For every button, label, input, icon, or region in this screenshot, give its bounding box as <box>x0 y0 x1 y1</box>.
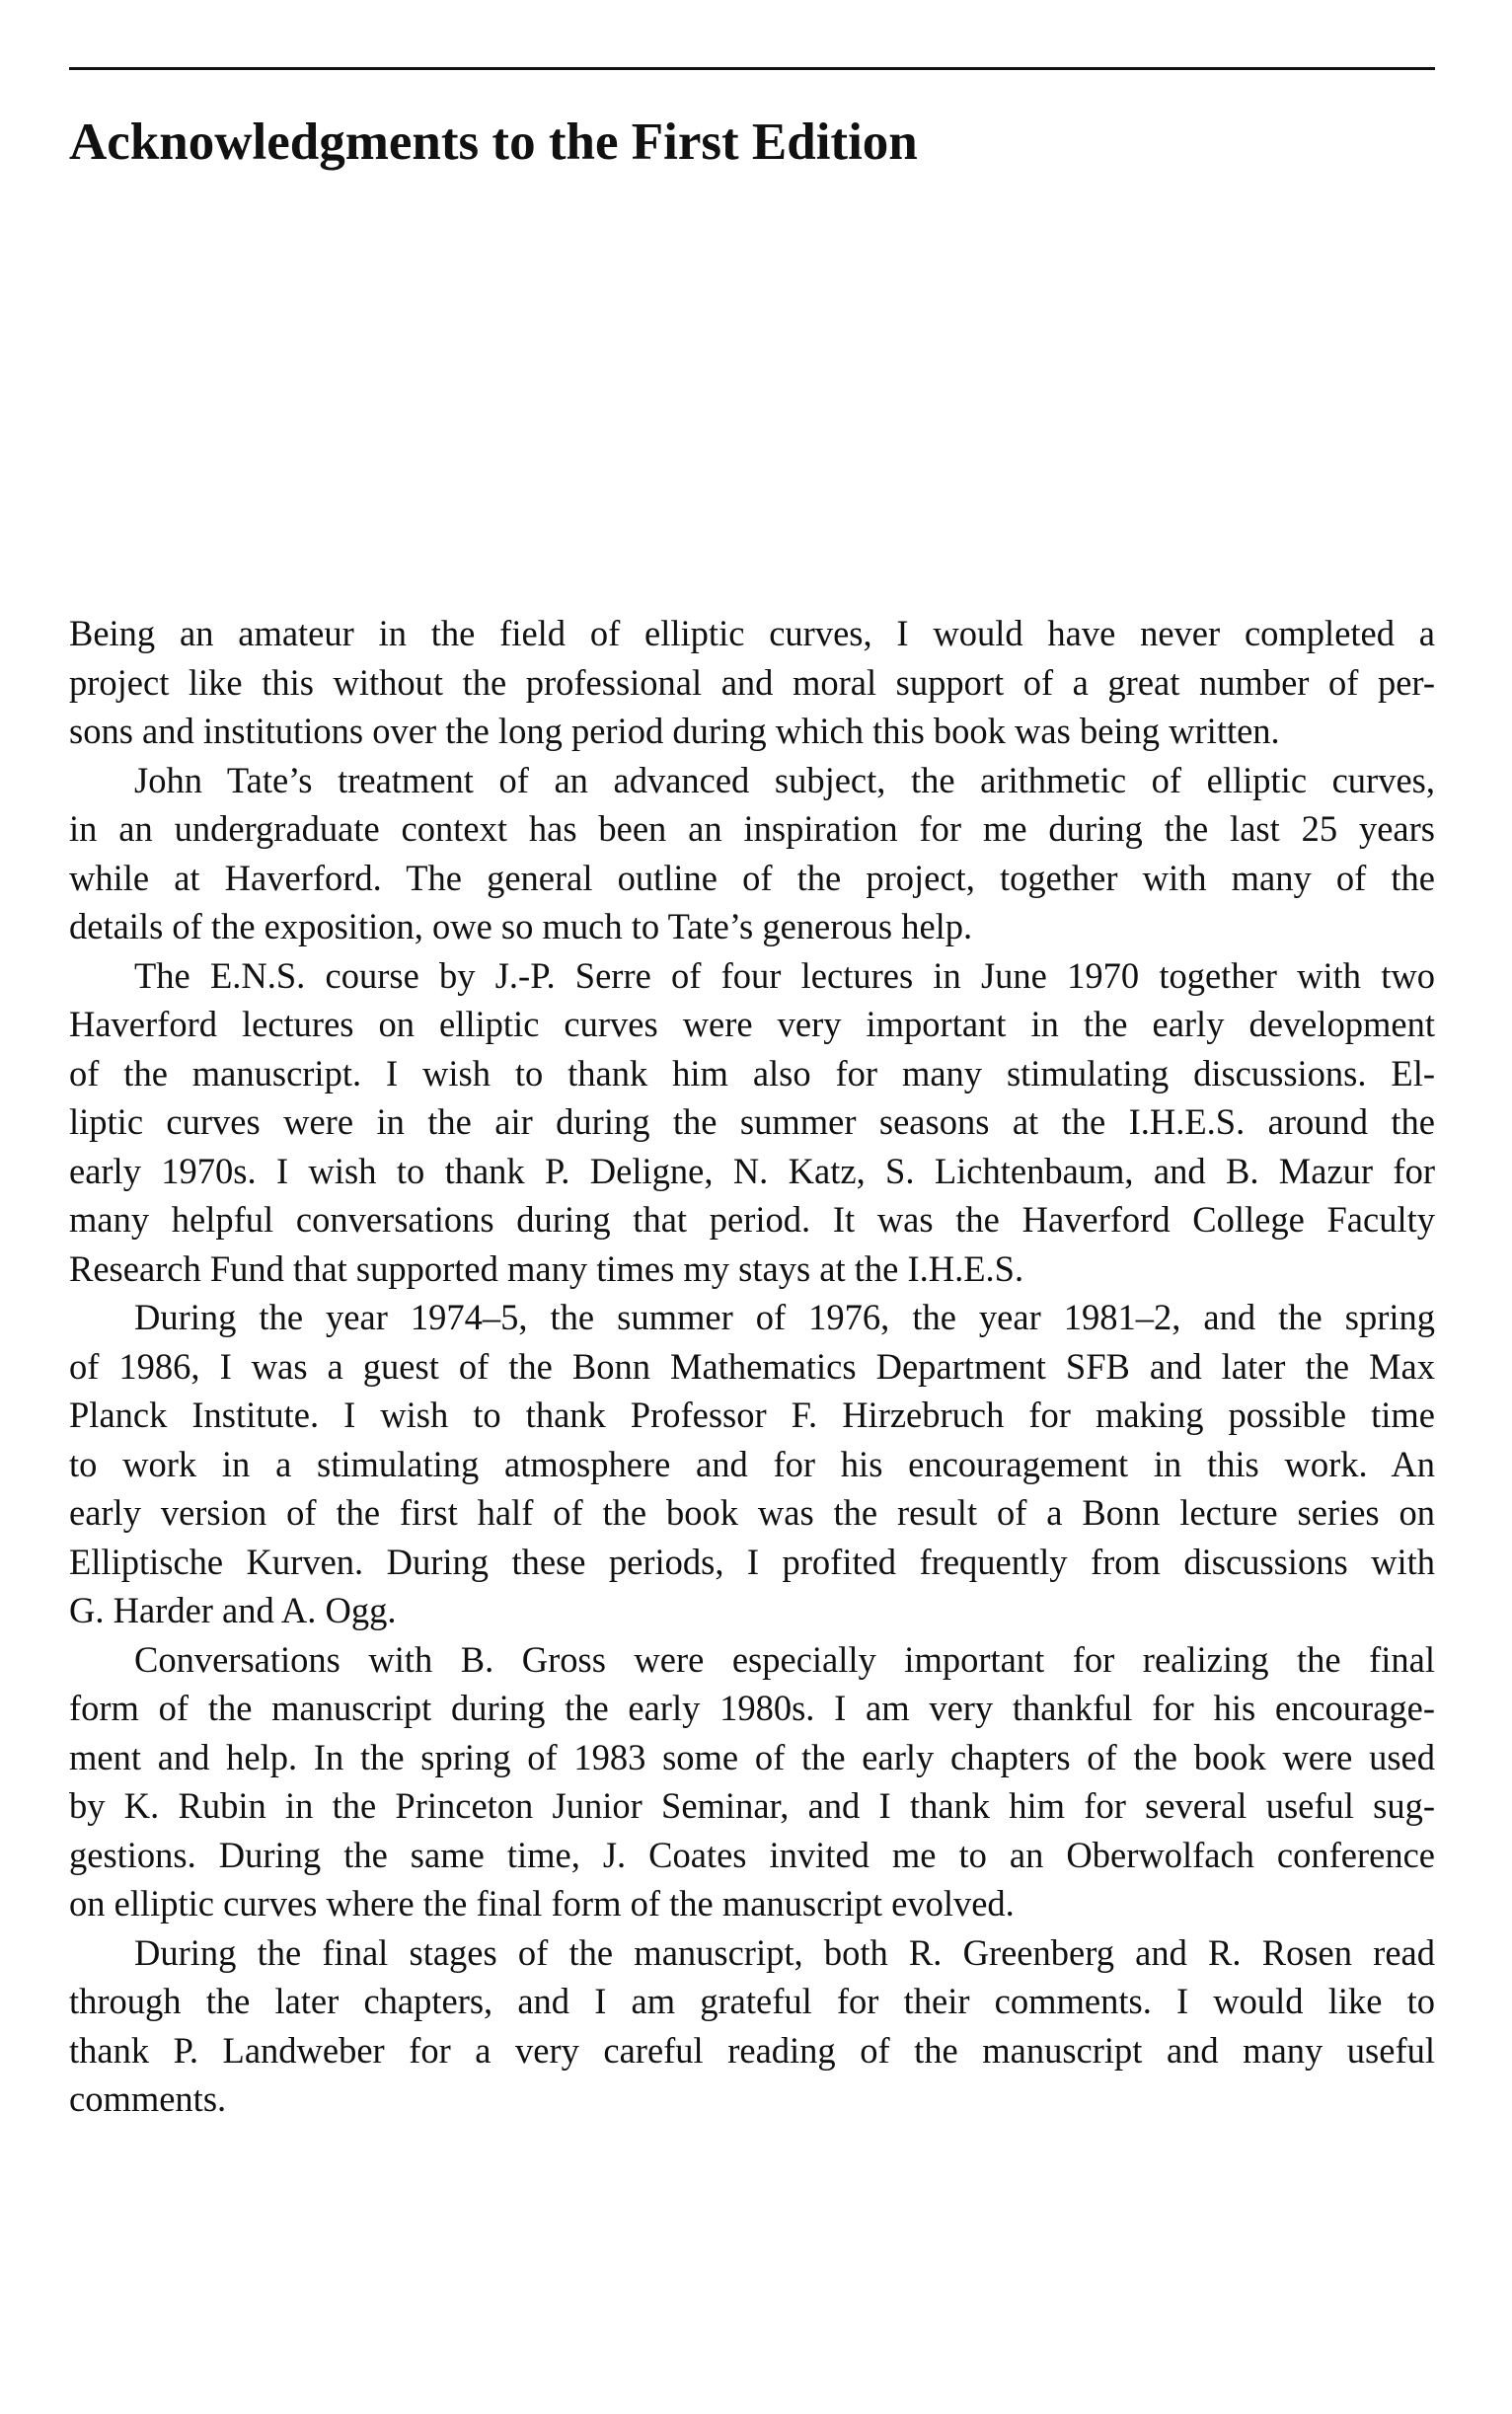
text-line: John Tate’s treatment of an advanced subject, the arithmetic of elliptic curves, <box>134 759 1435 800</box>
text-line: project like this without the professional and moral support of a great number of per- <box>69 661 1435 703</box>
paragraph <box>69 951 1435 1294</box>
text-line: early 1970s. I wish to thank P. Deligne, N. Katz, S. Lichtenbaum, and B. Mazur for <box>69 1150 1435 1191</box>
text-line: in an undergraduate context has been an inspiration for me during the last 25 years <box>69 808 1435 849</box>
text-line: on elliptic curves where the final form of the manuscript evolved. <box>69 1883 1015 1924</box>
paragraph <box>69 1635 1435 1928</box>
text-line: by K. Rubin in the Princeton Junior Seminar, and I thank him for several useful sug- <box>69 1785 1435 1826</box>
paragraph <box>69 1293 1435 1635</box>
text-line: Research Fund that supported many times my stays at the I.H.E.S. <box>69 1247 1024 1289</box>
text-line: sons and institutions over the long period during which this book was being written. <box>69 711 1280 751</box>
text-line: During the final stages of the manuscript, both R. Greenberg and R. Rosen read <box>134 1931 1435 1973</box>
text-line: Haverford lectures on elliptic curves were very important in the early development <box>69 1004 1435 1044</box>
text-line: to work in a stimulating atmosphere and for his encouragement in this work. An <box>69 1443 1435 1484</box>
text-line: while at Haverford. The general outline of the project, together with many of the <box>69 857 1435 898</box>
text-line: early version of the first half of the book was the result of a Bonn lecture series on <box>69 1492 1435 1533</box>
text-line: Planck Institute. I wish to thank Professor F. Hirzebruch for making possible time <box>69 1395 1435 1435</box>
text-line: ment and help. In the spring of 1983 some of the early chapters of the book were used <box>69 1736 1435 1777</box>
text-line: liptic curves were in the air during the summer seasons at the I.H.E.S. around the <box>69 1101 1435 1142</box>
text-line: During the year 1974–5, the summer of 1976, the year 1981–2, and the spring <box>134 1297 1435 1337</box>
text-line: of the manuscript. I wish to thank him also for many stimulating discussions. El- <box>69 1052 1435 1094</box>
text-line: details of the exposition, owe so much to Tate’s generous help. <box>69 906 973 946</box>
text-line: many helpful conversations during that period. It was the Haverford College Faculty <box>69 1199 1435 1240</box>
text-line: G. Harder and A. Ogg. <box>69 1590 397 1630</box>
text-line: comments. <box>69 2078 227 2119</box>
text-line: through the later chapters, and I am grateful for their comments. I would like to <box>69 1981 1435 2021</box>
text-line: The E.N.S. course by J.-P. Serre of four lectures in June 1970 together with two <box>134 954 1435 996</box>
text-line: form of the manuscript during the early 1980s. I am very thankful for his encourage- <box>69 1688 1435 1728</box>
text-line: gestions. During the same time, J. Coates invited me to an Oberwolfach conference <box>69 1834 1435 1875</box>
text-line: Conversations with B. Gross were especially important for realizing the final <box>134 1638 1435 1680</box>
page-title: Acknowledgments to the First Edition <box>69 113 918 171</box>
paragraph <box>69 756 1435 951</box>
text-line: of 1986, I was a guest of the Bonn Mathematics Department SFB and later the Max <box>69 1345 1435 1387</box>
paragraph <box>69 1928 1435 2124</box>
header-rule <box>69 67 1435 70</box>
text-line: Being an amateur in the field of elliptic curves, I would have never completed a <box>69 613 1435 653</box>
paragraph <box>69 609 1435 756</box>
text-line: thank P. Landweber for a very careful reading of the manuscript and many useful <box>69 2029 1435 2071</box>
body-text <box>69 609 1435 2124</box>
text-line: Elliptische Kurven. During these periods, I profited frequently from discussions with <box>69 1541 1435 1582</box>
